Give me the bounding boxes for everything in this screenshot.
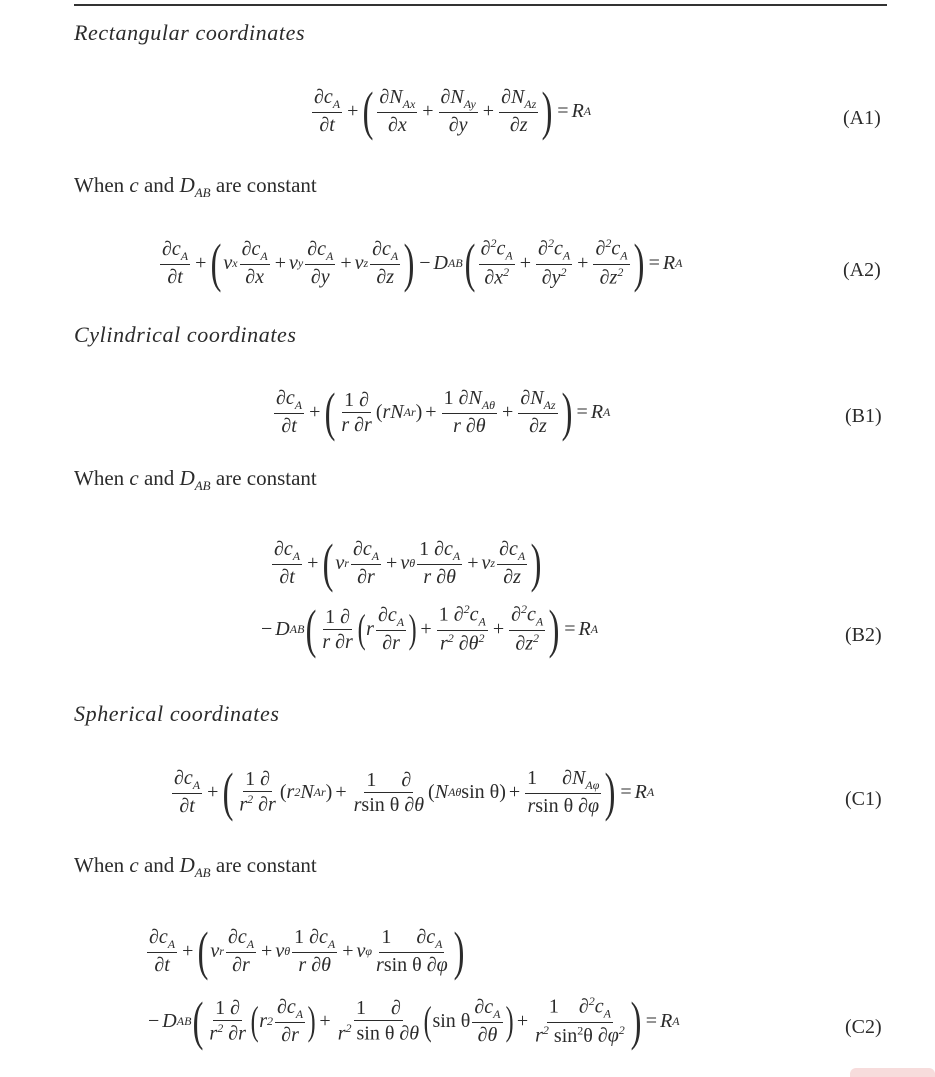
condition-text-1: When c and $D_{AB}$ are constant: [74, 173, 317, 201]
heading-spherical: Spherical coordinates: [74, 701, 280, 726]
condition-text-3: When c and $D_{AB}$ are constant: [74, 853, 317, 881]
heading-rectangular: Rectangular coordinates: [74, 20, 306, 45]
corner-highlight: [850, 1068, 935, 1077]
heading-cylindrical: Cylindrical coordinates: [74, 322, 297, 347]
equation-C2-line2: − D AB ( 1 ∂ $r^2$ ∂r ( r 2 $\partial c_A$ ∂r ) + $\frac{1 \partial}{r^2 \sin \theta \partial\theta}$ ( sin θ $\partial c_A$ ∂θ ) + $\frac{1 \partial^2c_A}{r^2 \sin^2\theta \partial\varphi^2}$ ) = R A: [148, 991, 680, 1051]
equation-C1: $\partial c_A$ ∂t + ( 1 ∂ $r^2$ ∂r ( r 2 N Ar ) + $\frac{1 \partial}{\text{rsin θ ∂θ}}$ ( N Aθ sin θ) + 1 $\partial N_{A\varphi}$ rsin θ ∂φ ) = R A: [174, 762, 655, 822]
top-rule: [74, 4, 887, 6]
eqno-C1: (C1): [845, 788, 882, 810]
eqno-B1: (B1): [845, 405, 882, 427]
condition-text-2: When c and $D_{AB}$ are constant: [74, 466, 317, 494]
equation-B1: $\partial c_A$ ∂t + ( 1 ∂ r ∂r ( rN Ar ) + 1 $\partial N_{A\theta}$ r ∂θ + $\partial N_{Az}$ ∂z ) = R A: [276, 382, 611, 442]
equation-B2-line2: − D AB ( 1 ∂ r ∂r ( r $\partial c_A$ ∂r ) + $\frac{1 \partial^2c_A}{r^2 \partial\theta^2}$ + $\frac{\partial^2c_A}{\partial z^2}$ ) = R A: [261, 599, 599, 659]
equation-B2-line1: $\partial c_A$ ∂t + ( v r $\partial c_A$ ∂r + v θ 1 $\partial c_A$ r ∂θ + v z $\partial c_A$ ∂z ): [274, 533, 542, 593]
eqno-C2: (C2): [845, 1016, 882, 1038]
eqno-A1: (A1): [843, 107, 881, 129]
equation-A2: $\partial c_A$ ∂t + ( v x $\partial c_A$ ∂x + v y $\partial c_A$ ∂y + v z $\partial c_A$ ∂z ) − D AB ( $\partial^2c_A$ $\partial x^2$ + $\frac{\partial^2c_A}{\partial y^2}$ + $\frac{\partial^2c_A}{\partial z^2}$ ) = R A: [162, 233, 683, 293]
eqno-B2: (B2): [845, 624, 882, 646]
equation-A1: $\partial c_A$ ∂t + ( $\partial N_{Ax}$ ∂x + $\partial N_{Ay}$ ∂y + $\partial N_{Az}$ ∂z ) = R A: [314, 81, 592, 141]
eqno-A2: (A2): [843, 259, 881, 281]
equation-C2-line1: $\partial c_A$ ∂t + ( v r $\partial c_A$ ∂r + v θ 1 $\partial c_A$ r ∂θ + v φ 1 $\partial c_A$ rsin θ ∂φ ): [149, 921, 465, 981]
